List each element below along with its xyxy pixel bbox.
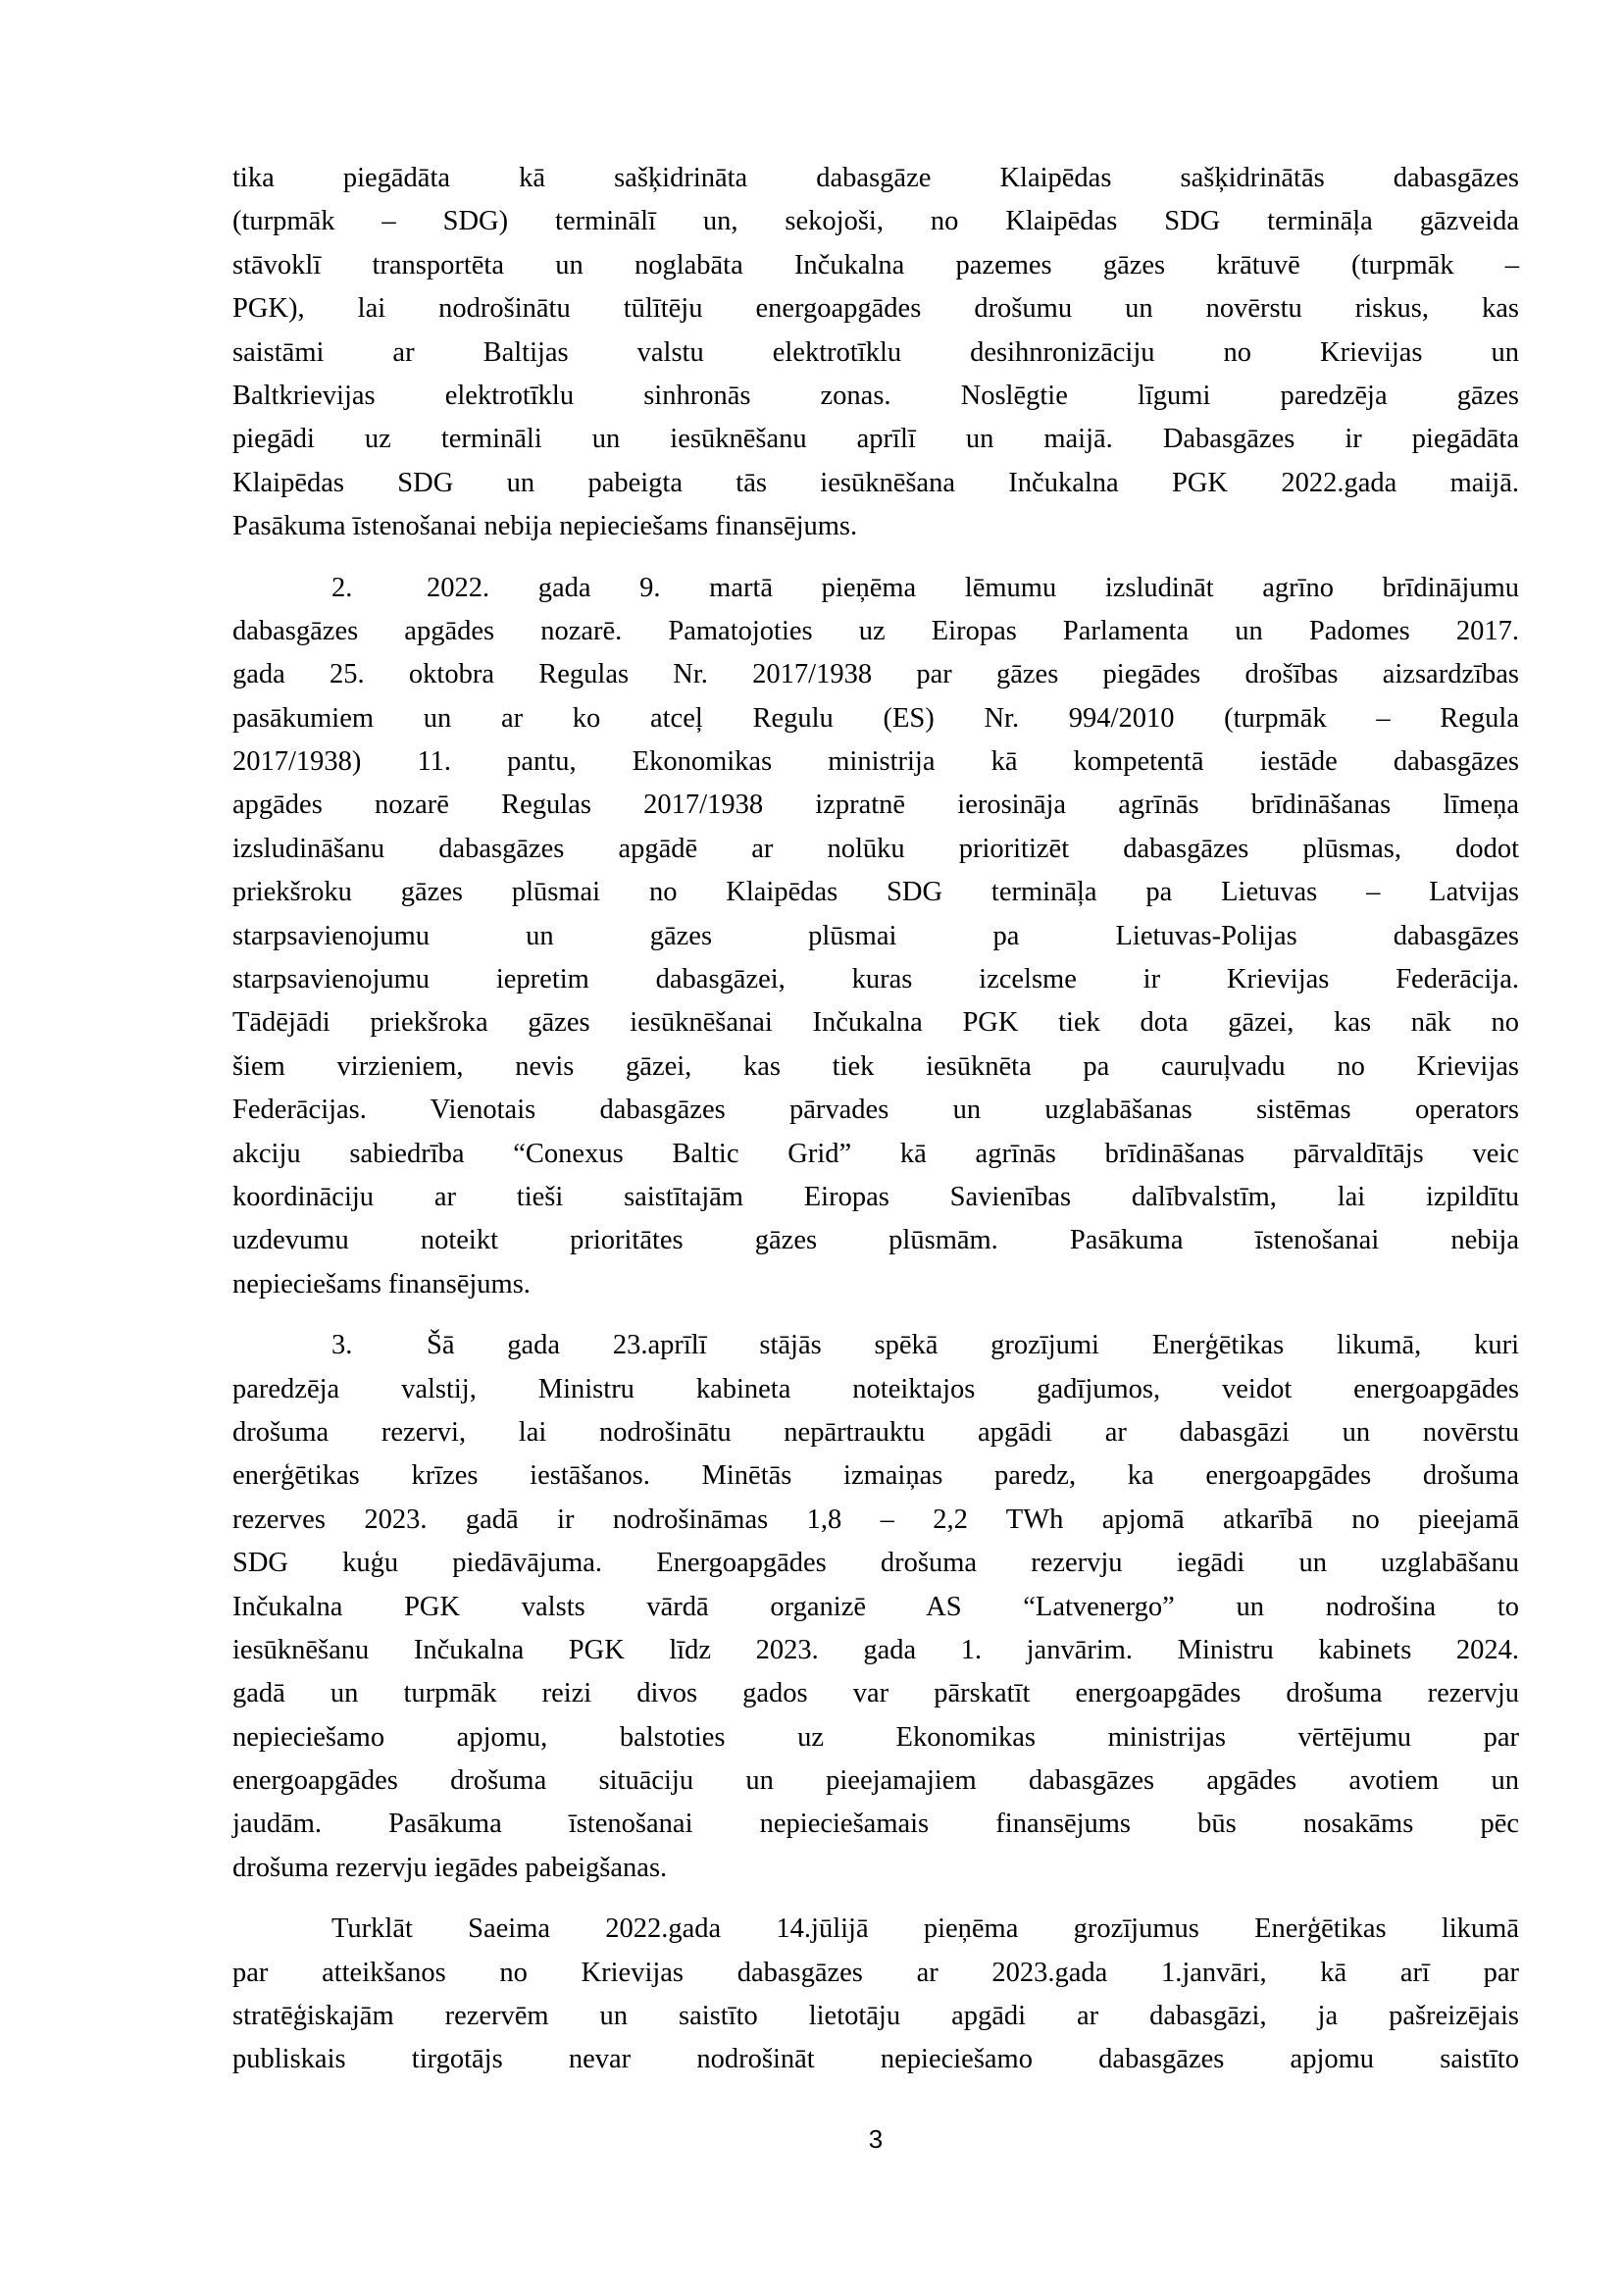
text-line <box>232 1847 1519 1890</box>
line-text: starpsavienojumu iepretim dabasgāzei, kuras izcelsme ir Krievijas Federācija. <box>232 964 1519 995</box>
line-text: publiskais tirgotājs nevar nodrošināt nepieciešamo dabasgāzes apjomu saistīto <box>232 2044 1519 2075</box>
text-line <box>232 375 1519 418</box>
line-text: enerģētikas krīzes iestāšanos. Minētās izmaiņas paredz, ka energoapgādes drošuma <box>232 1460 1519 1492</box>
line-text: stāvoklī transportēta un noglabāta Inčukalna pazemes gāzes krātuvē (turpmāk – <box>232 249 1519 280</box>
text-line <box>232 653 1519 696</box>
text-line <box>232 915 1519 958</box>
line-text: Inčukalna PGK valsts vārdā organizē AS “Latvenergo” un nodrošina to <box>232 1591 1519 1622</box>
text-line <box>232 1499 1519 1542</box>
line-text: apgādes nozarē Regulas 2017/1938 izpratnē ierosināja agrīnās brīdināšanas līmeņa <box>232 790 1519 821</box>
text-line <box>232 1001 1519 1045</box>
line-text: piegādi uz termināli un iesūknēšanu aprīlī un maijā. Dabasgāzes ir piegādāta <box>232 424 1519 455</box>
line-text: (turpmāk – SDG) terminālī un, sekojoši, no Klaipēdas SDG termināļa gāzveida <box>232 206 1519 237</box>
text-line <box>232 1716 1519 1759</box>
text-line <box>232 784 1519 827</box>
line-text: rezerves 2023. gadā ir nodrošināmas 1,8 – 2,2 TWh apjomā atkarībā no pieejamā <box>232 1504 1519 1535</box>
line-text: uzdevumu noteikt prioritātes gāzes plūsmām. Pasākuma īstenošanai nebija <box>232 1225 1519 1256</box>
line-text: dabasgāzes apgādes nozarē. Pamatojoties uz Eiropas Parlamenta un Padomes 2017. <box>232 615 1519 646</box>
text-line <box>232 697 1519 740</box>
line-text: iesūknēšanu Inčukalna PGK līdz 2023. gada 1. janvārim. Ministru kabinets 2024. <box>232 1634 1519 1665</box>
text-line <box>232 505 1519 548</box>
text-line <box>232 1176 1519 1219</box>
line-text: Turklāt Saeima 2022.gada 14.jūlijā pieņēma grozījumus Enerģētikas likumā <box>331 1913 1519 1945</box>
text-line <box>232 740 1519 784</box>
document-page <box>232 157 1519 2100</box>
text-line <box>232 1089 1519 1132</box>
line-text: paredzēja valstij, Ministru kabineta noteiktajos gadījumos, veidot energoapgādes <box>232 1373 1519 1404</box>
line-text: Klaipēdas SDG un pabeigta tās iesūknēšana Inčukalna PGK 2022.gada maijā. <box>232 467 1519 498</box>
line-text: izsludināšanu dabasgāzes apgādē ar nolūku prioritizēt dabasgāzes plūsmas, dodot <box>232 833 1519 864</box>
line-text: 2017/1938) 11. pantu, Ekonomikas ministrija kā kompetentā iestāde dabasgāzes <box>232 746 1519 778</box>
text-line <box>232 244 1519 287</box>
text-line <box>232 1368 1519 1411</box>
text-line <box>232 1995 1519 2038</box>
line-text: nepieciešams finansējums. <box>232 1268 531 1300</box>
paragraph <box>232 567 1519 1307</box>
text-line <box>232 828 1519 871</box>
line-text: gadā un turpmāk reizi divos gados var pārskatīt energoapgādes drošuma rezervju <box>232 1678 1519 1709</box>
text-line <box>232 1542 1519 1585</box>
line-text: Pasākuma īstenošanai nebija nepieciešams finansējums. <box>232 511 858 542</box>
line-text: drošuma rezervju iegādes pabeigšanas. <box>232 1852 668 1883</box>
line-text: energoapgādes drošuma situāciju un pieejamajiem dabasgāzes apgādes avotiem un <box>232 1765 1519 1797</box>
text-line <box>232 871 1519 914</box>
line-text: PGK), lai nodrošinātu tūlītēju energoapgādes drošumu un novērstu riskus, kas <box>232 293 1519 325</box>
text-line <box>232 1759 1519 1803</box>
line-text: gada 25. oktobra Regulas Nr. 2017/1938 par gāzes piegādes drošības aizsardzības <box>232 659 1519 690</box>
list-number: 2. <box>331 572 353 603</box>
line-text: drošuma rezervi, lai nodrošinātu nepārtrauktu apgādi ar dabasgāzi un novērstu <box>232 1416 1519 1448</box>
text-line <box>232 1454 1519 1498</box>
page-number: 3 <box>868 2124 884 2154</box>
text-line <box>232 1672 1519 1715</box>
text-line <box>232 1629 1519 1672</box>
text-line <box>232 1219 1519 1262</box>
text-line <box>232 1133 1519 1176</box>
text-line <box>232 331 1519 375</box>
line-text: jaudām. Pasākuma īstenošanai nepieciešamais finansējums būs nosakāms pēc <box>232 1809 1519 1840</box>
text-line <box>232 1586 1519 1629</box>
text-line <box>232 200 1519 243</box>
line-text: Federācijas. Vienotais dabasgāzes pārvades un uzglabāšanas sistēmas operators <box>232 1095 1519 1126</box>
line-text: šiem virzieniem, nevis gāzei, kas tiek iesūknēta pa cauruļvadu no Krievijas <box>232 1050 1519 1082</box>
text-line <box>232 567 1519 610</box>
line-text: tika piegādāta kā sašķidrināta dabasgāze Klaipēdas sašķidrinātās dabasgāzes <box>232 163 1519 193</box>
text-line <box>232 1263 1519 1306</box>
text-line <box>232 1952 1519 1995</box>
line-text: saistāmi ar Baltijas valstu elektrotīklu desihnronizāciju no Krievijas un <box>232 336 1519 368</box>
text-line <box>232 287 1519 331</box>
line-text: stratēģiskajām rezervēm un saistīto lietotāju apgādi ar dabasgāzi, ja pašreizējais <box>232 2001 1519 2032</box>
text-line <box>232 610 1519 653</box>
paragraph <box>232 1324 1519 1890</box>
list-number: 3. <box>331 1330 353 1361</box>
text-line <box>232 1324 1519 1367</box>
text-line <box>232 1908 1519 1951</box>
line-text: koordināciju ar tieši saistītajām Eiropas Savienības dalībvalstīm, lai izpildītu <box>232 1181 1519 1212</box>
text-line <box>232 2038 1519 2081</box>
line-text: 2022. gada 9. martā pieņēma lēmumu izsludināt agrīno brīdinājumu <box>427 572 1519 603</box>
paragraph <box>232 1908 1519 2082</box>
line-text: SDG kuģu piedāvājuma. Energoapgādes drošuma rezervju iegādi un uzglabāšanu <box>232 1548 1519 1579</box>
line-text: akciju sabiedrība “Conexus Baltic Grid” kā agrīnās brīdināšanas pārvaldītājs veic <box>232 1138 1519 1169</box>
text-line <box>232 1411 1519 1454</box>
line-text: Tādējādi priekšroka gāzes iesūknēšanai Inčukalna PGK tiek dota gāzei, kas nāk no <box>232 1007 1519 1039</box>
text-line <box>232 1045 1519 1089</box>
line-text: pasākumiem un ar ko atceļ Regulu (ES) Nr. 994/2010 (turpmāk – Regula <box>232 702 1519 734</box>
text-line <box>232 958 1519 1001</box>
line-text: starpsavienojumu un gāzes plūsmai pa Lietuvas-Polijas dabasgāzes <box>232 920 1519 951</box>
line-text: par atteikšanos no Krievijas dabasgāzes ar 2023.gada 1.janvāri, kā arī par <box>232 1957 1519 1988</box>
line-text: nepieciešamo apjomu, balstoties uz Ekonomikas ministrijas vērtējumu par <box>232 1721 1519 1753</box>
text-line <box>232 1803 1519 1846</box>
paragraph <box>232 157 1519 549</box>
line-text: Šā gada 23.aprīlī stājās spēkā grozījumi Enerģētikas likumā, kuri <box>427 1330 1519 1361</box>
line-text: Baltkrievijas elektrotīklu sinhronās zonas. Noslēgtie līgumi paredzēja gāzes <box>232 380 1519 411</box>
line-text: priekšroku gāzes plūsmai no Klaipēdas SDG termināļa pa Lietuvas – Latvijas <box>232 877 1519 908</box>
text-line <box>232 418 1519 461</box>
text-line <box>232 157 1519 200</box>
text-line <box>232 462 1519 505</box>
